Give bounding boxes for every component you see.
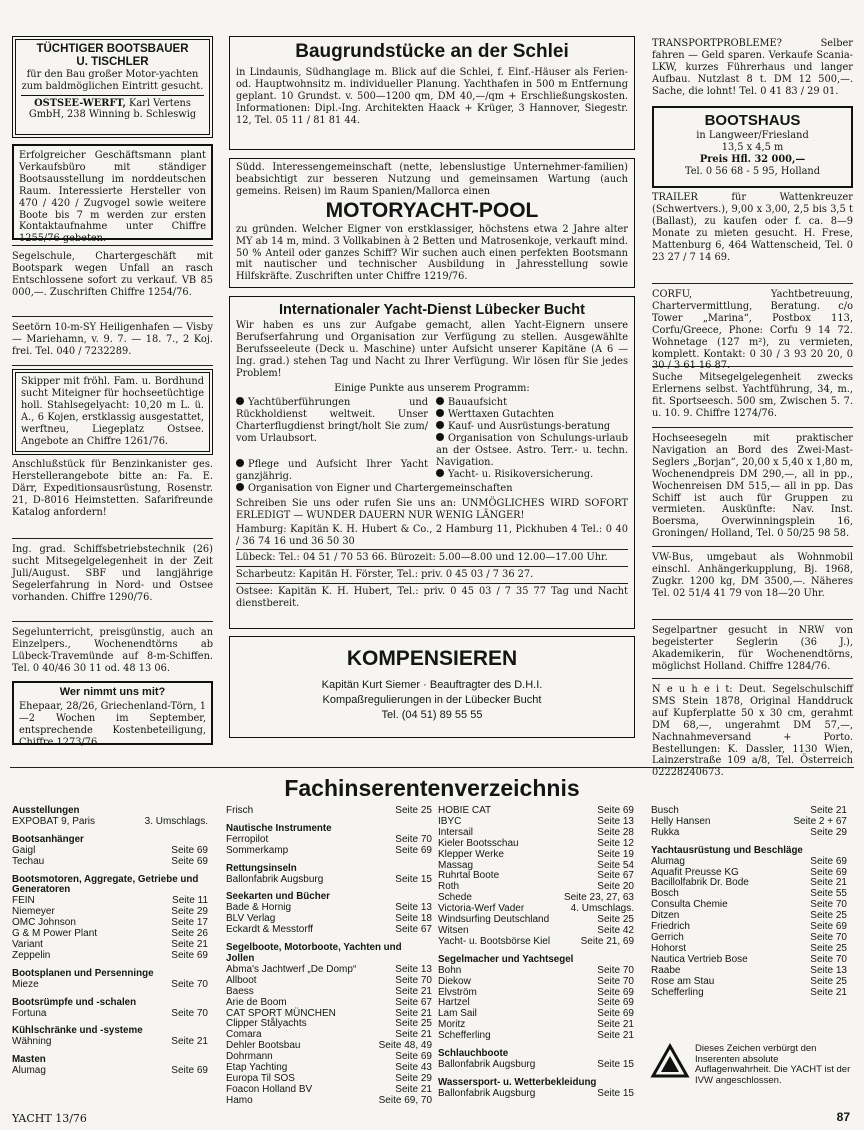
index-entry-page: Seite 11 (172, 895, 208, 907)
index-title: Fachinserentenverzeichnis (284, 775, 580, 801)
index-entry-name: Schefferling (438, 1030, 491, 1042)
ad-mitsegelgelegenheit: Suche Mitsegelgelegenheit zwecks Erlernens selbst. Yachtführung, 34, m., fit. Sportseesch. 500 sm, Zwischen 5. 7. u. 10. 9. Chiffre 1274/76. (652, 372, 853, 419)
index-column-4 (651, 806, 847, 998)
ad-segelschule: Segelschule, Chartergeschäft mit Bootspark wegen Unfall an rasch Entschlossene sofort zu verkauf. VB 85 000,—. Zuschriften Chiffre 1254/76. (12, 251, 213, 298)
ad-point: Yachtüberführungen und Rückholdienst weltweit. Unser Charterflugdienst bringt/holt Sie zum/ vom Urlaubsort. (236, 397, 428, 445)
index-entry-name: Wähning (12, 1036, 52, 1048)
ad-wer-nimmt-body: Ehepaar, 28/26, Griechenland-Törn, 1—2 Wochen im September, entsprechende Kostenbeteiligung, Chiffre 1273/76. (19, 700, 206, 748)
index-entry-name: G & M Power Plant (12, 928, 98, 940)
index-category: Bootsanhänger (12, 833, 84, 845)
ad-bootshaus-tel: Tel. 0 56 68 - 5 95, Holland (684, 165, 821, 177)
index-entry-page: Seite 70 (171, 978, 208, 990)
index-entry-page: Seite 21 (171, 1036, 208, 1048)
ad-segelpartner: Segelpartner gesucht in NRW von begeisterter Seglerin (36 J.), Akademikerin, für Wochenendtörns, möglichst Holland. Chiffre 1284/76. (652, 625, 853, 672)
index-entry-name: Fortuna (12, 1007, 47, 1019)
index-entry-name: Ballonfabrik Augsburg (438, 1087, 536, 1099)
index-entry-name: Raabe (651, 964, 681, 976)
index-category: Schlauchboote (438, 1048, 509, 1060)
index-entry-name: Abma's Jachtwerf „De Domp“ (226, 963, 357, 975)
index-entry (438, 1089, 634, 1100)
index-entry-page: Seite 29 (395, 1072, 432, 1084)
index-entry-page: Seite 13 (810, 964, 847, 976)
index-entry-name: Dehler Bootsbau (226, 1040, 301, 1052)
index-entry-page: Seite 69 (597, 1008, 634, 1020)
index-entry-page: Seite 69 (171, 1065, 208, 1077)
index-entry (438, 839, 634, 850)
index-entry-name: Zeppelin (12, 949, 51, 961)
index-entry-name: Nautica Vertrieb Bose (651, 953, 748, 965)
ad-neuheit: N e u h e i t: Deut. Segelschulschiff SMS Stein 1878, Original Handdruck auf Kupferplatte 50 x 30 cm, gerahmt DM 68,—, ungerahmt DM 57,—, Nachnahmeversand + Porto. Bestellungen: K. Dassler, 1130 Wien, Lainzerstraße 109 a/8, Tel. Österreich 02228240673. (652, 684, 853, 779)
index-entry (438, 1060, 634, 1071)
index-entry-name: Gaigl (12, 844, 36, 856)
index-entry-page: Seite 26 (171, 928, 208, 940)
index-entry (226, 925, 432, 936)
index-category: Yachtausrüstung und Beschläge (651, 844, 803, 856)
index-entry-name: Helly Hansen (651, 815, 711, 827)
page-number: 87 (836, 1110, 850, 1124)
index-entry-name: Schefferling (651, 986, 704, 998)
index-entry-page: Seite 69 (810, 866, 847, 878)
ad-point: Yacht- u. Risikoversicherung. (448, 468, 594, 480)
ad-bootshaus-title: BOOTSHAUS (704, 112, 801, 129)
index-entry-name: Yacht- u. Bootsbörse Kiel (438, 935, 551, 947)
ad-anschlussstueck: Anschlußstück für Benzinkanister ges. Herstellerangebote bitte an: Fa. E. Därr, Expeditionsausrüstung, Rosenstr. 21, D-8016 Heimstetten. Safarifreunde Katalog anfordern! (12, 459, 213, 518)
index-entry-page: Seite 13 (395, 963, 432, 975)
index-entry-page: Seite 29 (171, 906, 208, 918)
index-entry-name: Roth (438, 881, 460, 893)
index-entry (12, 1009, 208, 1020)
index-entry-name: Variant (12, 938, 43, 950)
ad-skipper: Skipper mit fröhl. Fam. u. Bordhund sucht Miteigner für hochseetüchtige holl. Stahlsegelyacht: 10,20 m L. ü. A., 6 Kojen, erstklassig ausgestattet, werftneu, Liegeplatz Ostsee. Angebote an Chiffre 1261/76. (12, 369, 213, 455)
index-category: Nautische Instrumente (226, 822, 332, 834)
ad-bootshaus-line1: in Langweer/Friesland (696, 130, 809, 141)
index-entry (12, 846, 208, 857)
index-entry-name: CAT SPORT MÜNCHEN (226, 1007, 336, 1019)
ad-point-full: Organisation von Eigner und Chartergemeinschaften (248, 482, 513, 494)
ad-point: Kauf- und Ausrüstungs-beratung (448, 421, 611, 433)
ad-geschaeftsmann: Erfolgreicher Geschäftsmann plant Verkaufsbüro mit ständiger Bootsausstellung im norddeutschen Raum. Interessierte Hersteller von 470 / 420 / Zugvogel sowie weitere Boote bis 7 m werden zur ersten Kontaktaufnahme unter Chiffre 1255/76 gebeten. (12, 144, 213, 240)
index-entry-name: Bohn (438, 964, 462, 976)
index-entry-page: Seite 19 (597, 848, 634, 860)
ad-yacht-dienst-luebeck: Lübeck: Tel.: 04 51 / 70 53 66. Bürozeit: 5.00—8.00 und 12.00—17.00 Uhr. (236, 552, 608, 564)
index-entry (651, 828, 847, 839)
index-entry-page: Seite 69 (597, 997, 634, 1009)
index-entry-page: Seite 21 (395, 1083, 432, 1095)
ad-bootshaus-line2: 13,5 x 4,5 m (721, 141, 784, 153)
left-column (12, 36, 213, 748)
index-entry-name: Busch (651, 805, 679, 816)
index-entry-name: Rukka (651, 826, 680, 838)
ad-tischler-title-2: U. TISCHLER (76, 56, 149, 68)
index-entry-name: Sommerkamp (226, 844, 289, 856)
index-entry-name: Moritz (438, 1019, 466, 1031)
index-entry (651, 988, 847, 999)
index-entry-name: Mieze (12, 978, 39, 990)
ad-yacht-dienst-left-points (236, 397, 428, 482)
ad-ing-grad: Ing. grad. Schiffsbetriebstechnik (26) sucht Mitsegelgelegenheit in der Zeit Juli/August. SBF und langjährige Segelerfahrung in Nord- und Ostsee vorhanden. Chiffre 1290/76. (12, 544, 213, 603)
index-entry-name: Baess (226, 985, 254, 997)
index-entry-name: OMC Johnson (12, 917, 76, 929)
index-entry-name: Lam Sail (438, 1008, 477, 1020)
index-entry-name: BLV Verlag (226, 913, 276, 925)
ad-yacht-dienst-scharbeutz: Scharbeutz: Kapitän H. Förster, Tel.: priv. 0 45 03 / 7 36 27. (236, 569, 534, 581)
index-entry (651, 966, 847, 977)
index-entry-page: Seite 67 (395, 924, 432, 936)
index-entry-page: Seite 69 (597, 805, 634, 816)
ad-kompensieren (229, 636, 635, 738)
index-entry-name: Klepper Werke (438, 848, 504, 860)
ad-point: Bauaufsicht (448, 397, 508, 409)
index-entry-page: Seite 23, 27, 63 (563, 892, 634, 904)
index-entry (226, 806, 432, 817)
index-entry-page: 4. Umschlags. (570, 903, 634, 915)
index-entry-page: Seite 18 (395, 913, 432, 925)
index-entry-name: Ballonfabrik Augsburg (226, 873, 324, 885)
index-entry-page: Seite 21 (395, 985, 432, 997)
index-entry-page: Seite 25 (395, 1018, 432, 1030)
index-entry-name: Comara (226, 1029, 262, 1041)
index-entry-page: Seite 13 (395, 902, 432, 914)
index-column-1 (12, 806, 208, 1077)
index-entry-page: Seite 20 (597, 881, 634, 893)
index-entry-page: Seite 70 (597, 975, 634, 987)
ad-bootshaus-price: Preis Hfl. 32 000,— (699, 153, 806, 165)
index-entry-name: Schede (438, 892, 472, 904)
index-entry-page: Seite 25 (810, 910, 847, 922)
ad-corfu: CORFU, Yachtbetreuung, Chartervermittlung, Beratung. c/o Tower „Marina“, Postbox 113, Corfu/Greece, Phone: Corfu 9 14 72. Wohnetage (127 m²), zu vermieten, komplett. Kontakt: 0 30 / 3 93 20 20, 0 30 / 3 61 16 87. (652, 289, 853, 372)
index-entry-page: Seite 21 (810, 805, 847, 816)
index-entry (12, 951, 208, 962)
index-entry-page: Seite 69 (395, 844, 432, 856)
ad-yacht-dienst-hamburg: Hamburg: Kapitän K. H. Hubert & Co., 2 Hamburg 11, Pickhuben 4 Tel.: 0 40 / 36 74 16 und 36 50 30 (236, 523, 628, 547)
index-entry-name: Ditzen (651, 910, 680, 922)
index-entry-page: Seite 21 (171, 938, 208, 950)
index-entry-name: Hamo (226, 1094, 253, 1106)
index-entry-page: Seite 69 (810, 921, 847, 933)
index-entry-name: Gerrich (651, 931, 684, 943)
ad-wer-nimmt-uns-mit (12, 681, 213, 748)
index-entry (226, 998, 432, 1009)
bullet-icon (436, 397, 444, 405)
index-entry-name: Alumag (651, 855, 685, 867)
ad-yacht-dienst-right-points (436, 397, 628, 482)
index-entry-name: Allboot (226, 974, 257, 986)
ad-pool-intro: Südd. Interessengemeinschaft (nette, lebenslustige Unternehmer-familien) beabsichtigt zur besseren Nutzung und gemeinsamen Wartung (auch gemeins. Reisen) im Raum Spanien/Mallorca einen (236, 162, 628, 197)
index-entry-page: Seite 69, 70 (378, 1094, 432, 1106)
index-entry-page: Seite 21 (597, 1030, 634, 1042)
index-category: Bootsmotoren, Aggregate, Getriebe und Generatoren (12, 873, 199, 896)
index-entry-page: Seite 69 (171, 949, 208, 961)
ivw-text: Dieses Zeichen verbürgt den Inserenten absolute Auflagenwahrheit. Die YACHT ist der IVW angeschlossen. (695, 1043, 851, 1086)
index-entry (438, 977, 634, 988)
index-entry (226, 846, 432, 857)
index-entry-name: Arie de Boom (226, 996, 287, 1008)
ad-baugrundstuecke-title: Baugrundstücke an der Schlei (295, 41, 569, 62)
ad-seetoern: Seetörn 10-m-SY Heiligenhafen — Visby — Mariehamn, v. 9. 7. — 18. 7., 2 Koj. frei. Tel. 040 / 7232289. (12, 322, 213, 357)
index-entry-page: Seite 28 (597, 826, 634, 838)
index-entry-page: Seite 21 (810, 877, 847, 889)
index-entry (226, 987, 432, 998)
ad-kompensieren-line1: Kapitän Kurt Siemer · Beauftragter des D.H.I. (321, 679, 543, 691)
index-entry-page: Seite 15 (597, 1058, 634, 1070)
index-entry-page: Seite 12 (597, 837, 634, 849)
index-entry-name: Techau (12, 855, 45, 867)
ad-tischler (12, 36, 213, 138)
index-entry-page: Seite 21, 69 (580, 935, 634, 947)
index-entry (226, 1096, 432, 1107)
index-entry-name: Consulta Chemie (651, 899, 728, 911)
index-entry (651, 977, 847, 988)
index-entry-name: Europa Til SOS (226, 1072, 295, 1084)
index-category: Wassersport- u. Wetterbekleidung (438, 1076, 597, 1088)
middle-column (229, 36, 635, 738)
index-column-2 (226, 806, 432, 1107)
index-entry-page: Seite 69 (171, 855, 208, 867)
index-entry-name: Elvström (438, 986, 477, 998)
index-category: Bootsrümpfe und -schalen (12, 996, 137, 1008)
index-entry-page: Seite 21 (395, 1029, 432, 1041)
index-entry-page: Seite 70 (810, 953, 847, 965)
ivw-notice (651, 1044, 851, 1086)
index-entry (12, 817, 208, 828)
index-entry (12, 1066, 208, 1077)
index-entry (651, 857, 847, 868)
ad-baugrundstuecke-body: in Lindaunis, Südhanglage m. Blick auf die Schlei, f. Einf.-Häuser als Ferien- od. Hauptwohnsitz m. individueller Planung. Yachthafen in 500 m Entfernung geplant. 10 Grundst. v. 500—1200 qm, DM 40,—/qm + Erschließungskosten. Informationen: Dipl.-Ing. Architekten Haack + Krüger, 3 Hannover, Siegestr. 12, Tel. 05 11 / 81 81 44. (236, 67, 628, 126)
ad-pool-title: MOTORYACHT-POOL (325, 198, 539, 222)
index-entry-name: Dohrmann (226, 1051, 273, 1063)
index-entry (12, 857, 208, 868)
index-category: Masten (12, 1054, 46, 1066)
ad-yacht-dienst (229, 296, 635, 629)
index-entry-page: 3. Umschlags. (144, 815, 208, 827)
index-entry-page: Seite 54 (597, 859, 634, 871)
index-entry (12, 980, 208, 991)
index-top-rule (10, 767, 854, 768)
ad-kompensieren-line2: Kompaßregulierungen in der Lübecker Bucht (322, 694, 542, 706)
ad-wer-nimmt-title: Wer nimmt uns mit? (59, 686, 166, 698)
bullet-icon (436, 421, 444, 429)
index-entry-page: Seite 17 (171, 917, 208, 929)
footer-issue: YACHT 13/76 (12, 1112, 87, 1125)
index-entry-name: Bade & Hornig (226, 902, 292, 914)
ad-kompensieren-tel: Tel. (04 51) 89 55 55 (381, 709, 483, 721)
index-entry-name: Etap Yachting (226, 1062, 288, 1074)
index-entry-page: Seite 70 (597, 964, 634, 976)
index-entry-name: Hartzel (438, 997, 470, 1009)
ad-kompensieren-title: KOMPENSIEREN (346, 647, 518, 670)
index-entry-name: Ruhrtal Boote (438, 870, 500, 882)
index-entry-name: Clipper Stålyachts (226, 1018, 307, 1030)
ad-yacht-dienst-ostsee: Ostsee: Kapitän K. H. Hubert, Tel.: priv. 0 45 03 / 7 35 77 Tag und Nacht dienstbereit. (236, 586, 628, 610)
index-entry-page: Seite 2 + 67 (793, 815, 847, 827)
index-entry-page: Seite 25 (810, 975, 847, 987)
index-entry-name: FEIN (12, 895, 35, 907)
index-entry-page: Seite 15 (597, 1087, 634, 1099)
ad-hochseesegeln: Hochseesegeln mit praktischer Navigation an Bord des Zwei-Mast-Seglers „Borjan“, 20,00 x 5,40 x 1,80 m, Wochenendpreis DM 290,—, all in pp., Wochenreisen DM 515,— all in pp. Das Schiff ist auch für Gruppen zu vermieten. Auskünfte: Nav. Inst. Boersma, Overwinningsplein 16, Groningen/ Holland, Tel. 0 50/25 98 58. (652, 433, 853, 540)
index-category: Segelboote, Motorboote, Yachten und Jollen (226, 942, 402, 964)
index-entry-page: Seite 15 (395, 873, 432, 885)
bullet-icon (436, 469, 444, 477)
index-entry-name: Diekow (438, 975, 471, 987)
index-entry-page: Seite 43 (395, 1062, 432, 1074)
ad-tischler-title-1: TÜCHTIGER BOOTSBAUER (36, 43, 189, 55)
index-entry-name: IBYC (438, 815, 462, 827)
index-entry-name: Kieler Bootsschau (438, 837, 519, 849)
bullet-icon (236, 397, 244, 405)
index-category: Ausstellungen (12, 805, 80, 816)
ad-bootshaus (652, 106, 853, 188)
index-entry-name: Ballonfabrik Augsburg (438, 1058, 536, 1070)
index-entry-page: Seite 69 (597, 986, 634, 998)
index-category: Rettungsinseln (226, 862, 297, 874)
index-entry-name: Frisch (226, 805, 254, 816)
index-entry (438, 966, 634, 977)
ad-yacht-dienst-points-title: Einige Punkte aus unserem Programm: (334, 382, 530, 394)
bullet-icon (436, 409, 444, 417)
index-entry-name: Windsurfing Deutschland (438, 914, 550, 926)
index-entry-page: Seite 70 (395, 974, 432, 986)
ad-transportprobleme: TRANSPORTPROBLEME? Selber fahren — Geld sparen. Verkaufe Scania-LKW, kurzes Führerhaus und langer Aufbau. Nutzlast 8 t. DM 12 500,—. Sache, die lohnt! Tel. 0 41 83 / 29 01. (652, 38, 853, 97)
ad-tischler-company: OSTSEE-WERFT, (34, 97, 126, 109)
index-entry-name: Bosch (651, 888, 679, 900)
index-entry (438, 850, 634, 861)
index-entry-name: Ferropilot (226, 833, 269, 845)
ad-vw-bus: VW-Bus, umgebaut als Wohnmobil einschl. Anhängerkupplung, Bj. 1968, Zugkr. 1200 kg, DM 3500,—. Näheres Tel. 02 51/4 41 79 von 18—20 Uhr. (652, 552, 853, 599)
index-entry-page: Seite 70 (395, 833, 432, 845)
index-entry-name: Friedrich (651, 921, 690, 933)
index-entry-page: Seite 67 (395, 996, 432, 1008)
ad-point: Werttaxen Gutachten (448, 409, 554, 421)
index-entry-page: Seite 42 (597, 924, 634, 936)
index-entry (438, 937, 634, 948)
ad-baugrundstuecke (229, 36, 635, 150)
index-entry (12, 1037, 208, 1048)
index-entry-page: Seite 69 (171, 844, 208, 856)
ad-yacht-dienst-intro: Wir haben es uns zur Aufgabe gemacht, allen Yacht-Eignern unsere Berufserfahrung und Organisation zur Verfügung zu stellen. Ausgewählte Berufsseeleute (Deck u. Maschine) unter Aufsicht unserer Kapitäne (A 6 — Ing. grad.) stehen Tag und Nacht zu Ihrer Verfügung. Wir lösen für Sie jedes Problem! (236, 320, 628, 379)
index-entry-name: Massag (438, 859, 474, 871)
index-entry-page: Seite 25 (395, 805, 432, 816)
index-entry-page: Seite 13 (597, 815, 634, 827)
ad-yacht-dienst-call: Schreiben Sie uns oder rufen Sie uns an: UNMÖGLICHES WIRD SOFORT ERLEDIGT — WUNDER DAUERN NUR WENIG LÄNGER! (236, 497, 628, 521)
index-category: Kühlschränke und -systeme (12, 1025, 143, 1037)
right-column (652, 36, 853, 779)
ad-tischler-body: für den Bau großer Motor-yachten zum baldmöglichen Eintritt gesucht. (21, 69, 204, 92)
index-entry-page: Seite 29 (810, 826, 847, 838)
ivw-logo-icon (651, 1044, 689, 1078)
index-entry-page: Seite 21 (395, 1007, 432, 1019)
index-entry-page: Seite 48, 49 (378, 1040, 432, 1052)
bullet-icon (436, 433, 444, 441)
index-entry-page: Seite 67 (597, 870, 634, 882)
index-entry-page: Seite 70 (810, 899, 847, 911)
index-entry-page: Seite 69 (810, 855, 847, 867)
index-entry-page: Seite 69 (395, 1051, 432, 1063)
index-entry-page: Seite 70 (171, 1007, 208, 1019)
ad-point: Organisation von Schulungs-urlaub an der Ostsee. Astro. Terr.- u. techn. Navigation. (436, 433, 628, 468)
index-entry-name: Alumag (12, 1065, 46, 1077)
bullet-icon (236, 483, 244, 491)
index-entry-page: Seite 21 (597, 1019, 634, 1031)
ad-yacht-dienst-title: Internationaler Yacht-Dienst Lübecker Bucht (279, 302, 585, 318)
index-column-3 (438, 806, 634, 1100)
index-entry-page: Seite 25 (810, 942, 847, 954)
index-entry (438, 1031, 634, 1042)
index-entry-page: Seite 55 (810, 888, 847, 900)
ad-tischler-address: Karl Vertens GmbH, 238 Winning b. Schleswig (28, 97, 197, 121)
index-category: Seekarten und Bücher (226, 891, 330, 903)
index-entry-name: Victoria-Werf Vader (438, 903, 525, 915)
ad-motoryacht-pool (229, 158, 635, 288)
bullet-icon (236, 459, 244, 467)
ad-point: Pflege und Aufsicht Ihrer Yacht ganzjährig. (236, 459, 428, 482)
index-entry-page: Seite 21 (810, 986, 847, 998)
index-entry-name: Intersail (438, 826, 474, 838)
index-entry-name: Hohorst (651, 942, 687, 954)
index-entry-name: Witsen (438, 924, 469, 936)
index-entry-page: Seite 25 (597, 914, 634, 926)
index-category: Segelmacher und Yachtsegel (438, 953, 574, 965)
ad-trailer: TRAILER für Wattenkreuzer (Schwertvers.), 9,00 x 3,00, 2,5 bis 3,5 t (Ballast), zu kaufen oder f. ca. 8—9 Monate zu mieten gesucht. H. Frese, Mattenburg 6, 464 Wattenscheid, Tel. 0 23 27 / 7 14 69. (652, 192, 853, 263)
index-entry-name: Eckardt & Messtorff (226, 924, 314, 936)
index-entry-name: Bacillolfabrik Dr. Bode (651, 877, 749, 889)
index-entry (226, 875, 432, 886)
index-entry-name: Niemeyer (12, 906, 55, 918)
index-entry-name: Aquafit Preusse KG (651, 866, 739, 878)
ad-pool-body: zu gründen. Welcher Eigner von erstklassiger, höchstens etwa 2 Jahre alter MY ab 14 m, mind. 3 Vollkabinen à 2 Betten und Matrosenkoje, verkauft mind. 50 % Anteil oder ganzes Schiff? Wir suchen auch einen perfekten Bootsmann mit nautischer und technischer Ausbildung in Jahresstellung sowie Hilfskräfte. Zuschriften unter Chiffre 1219/76. (236, 223, 628, 283)
ad-segelunterricht: Segelunterricht, preisgünstig, auch an Einzelpers., Wochenendtörns ab Lübeck-Travemünde auf 8-m-Schiffen. Tel. 0 40/46 30 11 od. 48 13 06. (12, 627, 213, 674)
index-entry-name: Foacon Holland BV (226, 1083, 313, 1095)
index-entry-name: HOBIE CAT (438, 805, 492, 816)
index-entry-page: Seite 70 (810, 931, 847, 943)
index-entry-name: EXPOBAT 9, Paris (12, 815, 95, 827)
index-entry-name: Rose am Stau (651, 975, 715, 987)
index-category: Bootsplanen und Persenninge (12, 967, 154, 979)
